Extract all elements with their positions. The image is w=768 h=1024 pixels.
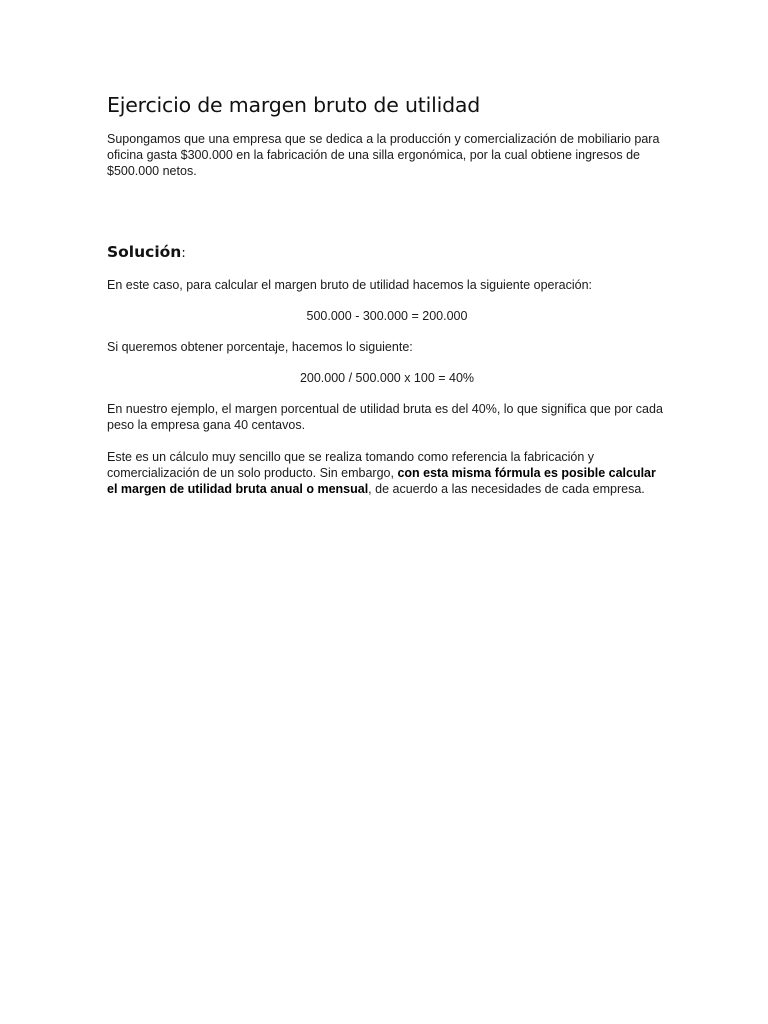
solution-heading	[107, 242, 667, 264]
solution-heading-colon: :	[181, 246, 186, 261]
document-title: Ejercicio de margen bruto de utilidad	[107, 93, 481, 117]
document-page	[107, 92, 667, 497]
formula-percentage: 200.000 / 500.000 x 100 = 40%	[299, 371, 475, 385]
closing-text-end: , de acuerdo a las necesidades de cada empresa.	[368, 482, 645, 496]
solution-heading-text: Solución	[107, 243, 182, 261]
result-paragraph: En nuestro ejemplo, el margen porcentual de utilidad bruta es del 40%, lo que significa que por cada peso la empresa gana 40 centavos.	[107, 402, 663, 432]
formula-difference: 500.000 - 300.000 = 200.000	[306, 309, 468, 323]
step1-paragraph: En este caso, para calcular el margen bruto de utilidad hacemos la siguiente operación:	[107, 278, 593, 292]
intro-paragraph: Supongamos que una empresa que se dedica a la producción y comercialización de mobiliario para oficina gasta $300.000 en la fabricación de una silla ergonómica, por la cual obtiene ingresos de $500.000 netos.	[107, 132, 660, 178]
closing-paragraph	[107, 449, 667, 497]
closing-text-start: Este es un cálculo muy sencillo que se realiza tomando como referencia la fabricación y comercialización de un solo producto. Sin embargo,	[107, 450, 595, 480]
step2-paragraph: Si queremos obtener porcentaje, hacemos lo siguiente:	[107, 340, 413, 354]
closing-text-bold: con esta misma fórmula es posible calcular el margen de utilidad bruta anual o mensual	[107, 466, 656, 496]
